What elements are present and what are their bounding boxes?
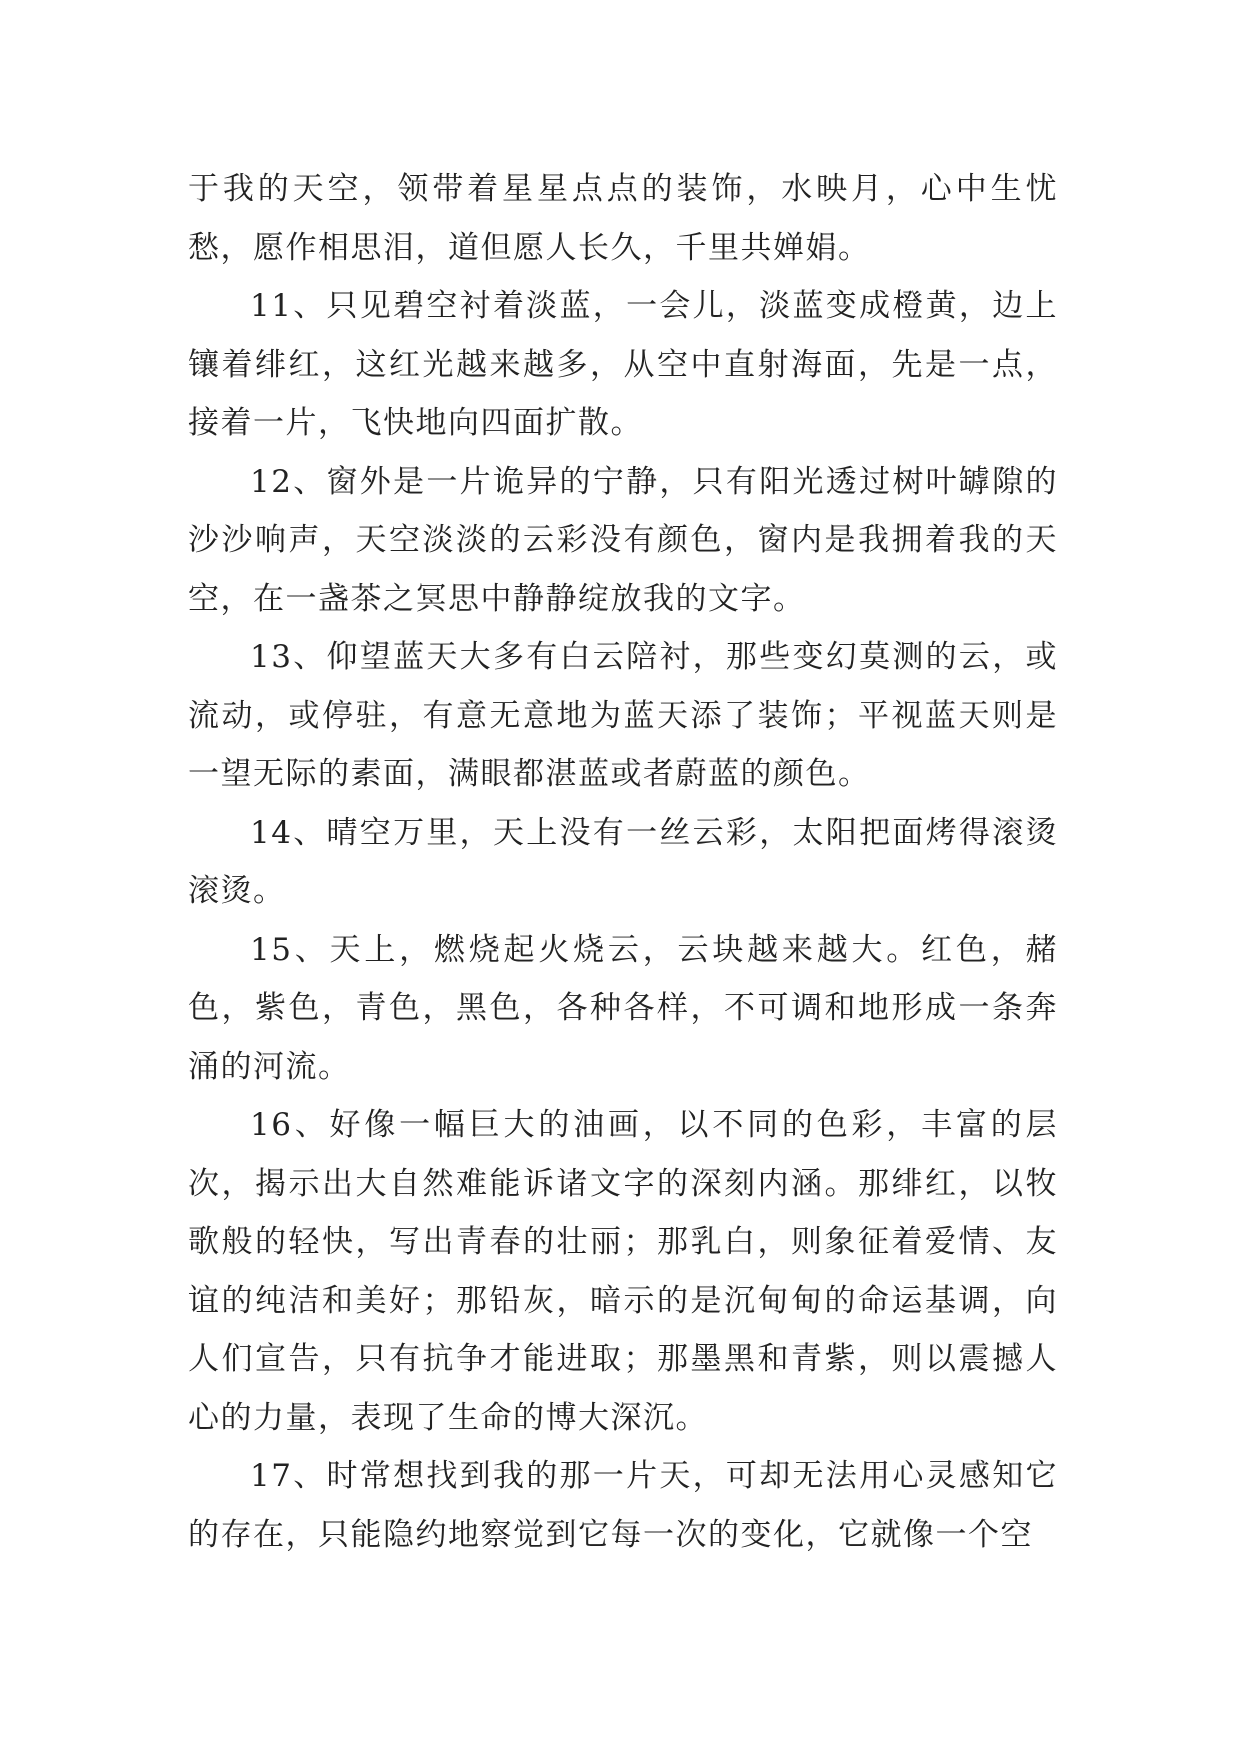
paragraph-13: 13、仰望蓝天大多有白云陪衬，那些变幻莫测的云，或流动，或停驻，有意无意地为蓝天添了装饰；平视蓝天则是一望无际的素面，满眼都湛蓝或者蔚蓝的颜色。	[188, 639, 1058, 792]
document-body	[188, 160, 1058, 1564]
paragraph-16: 16、好像一幅巨大的油画，以不同的色彩，丰富的层次，揭示出大自然难能诉诸文字的深刻内涵。那绯红，以牧歌般的轻快，写出青春的壮丽；那乳白，则象征着爱情、友谊的纯洁和美好；那铅灰，暗示的是沉甸甸的命运基调，向人们宣告，只有抗争才能进取；那墨黑和青紫，则以震撼人心的力量，表现了生命的博大深沉。	[188, 1107, 1058, 1436]
paragraph-continuation: 于我的天空，领带着星星点点的装饰，水映月，心中生忧愁，愿作相思泪，道但愿人长久，千里共婵娟。	[188, 171, 1058, 266]
paragraph-12: 12、窗外是一片诡异的宁静，只有阳光透过树叶罅隙的沙沙响声，天空淡淡的云彩没有颜色，窗内是我拥着我的天空，在一盏茶之冥思中静静绽放我的文字。	[188, 463, 1058, 617]
paragraph-15: 15、天上，燃烧起火烧云，云块越来越大。红色，赭色，紫色，青色，黑色，各种各样，不可调和地形成一条奔涌的河流。	[188, 931, 1058, 1085]
paragraph-14: 14、晴空万里，天上没有一丝云彩，太阳把面烤得滚烫滚烫。	[188, 814, 1058, 909]
paragraph-11: 11、只见碧空衬着淡蓝，一会儿，淡蓝变成橙黄，边上镶着绯红，这红光越来越多，从空中直射海面，先是一点，接着一片，飞快地向四面扩散。	[188, 288, 1058, 441]
paragraph-17: 17、时常想找到我的那一片天，可却无法用心灵感知它的存在，只能隐约地察觉到它每一次的变化，它就像一个空	[188, 1458, 1058, 1553]
